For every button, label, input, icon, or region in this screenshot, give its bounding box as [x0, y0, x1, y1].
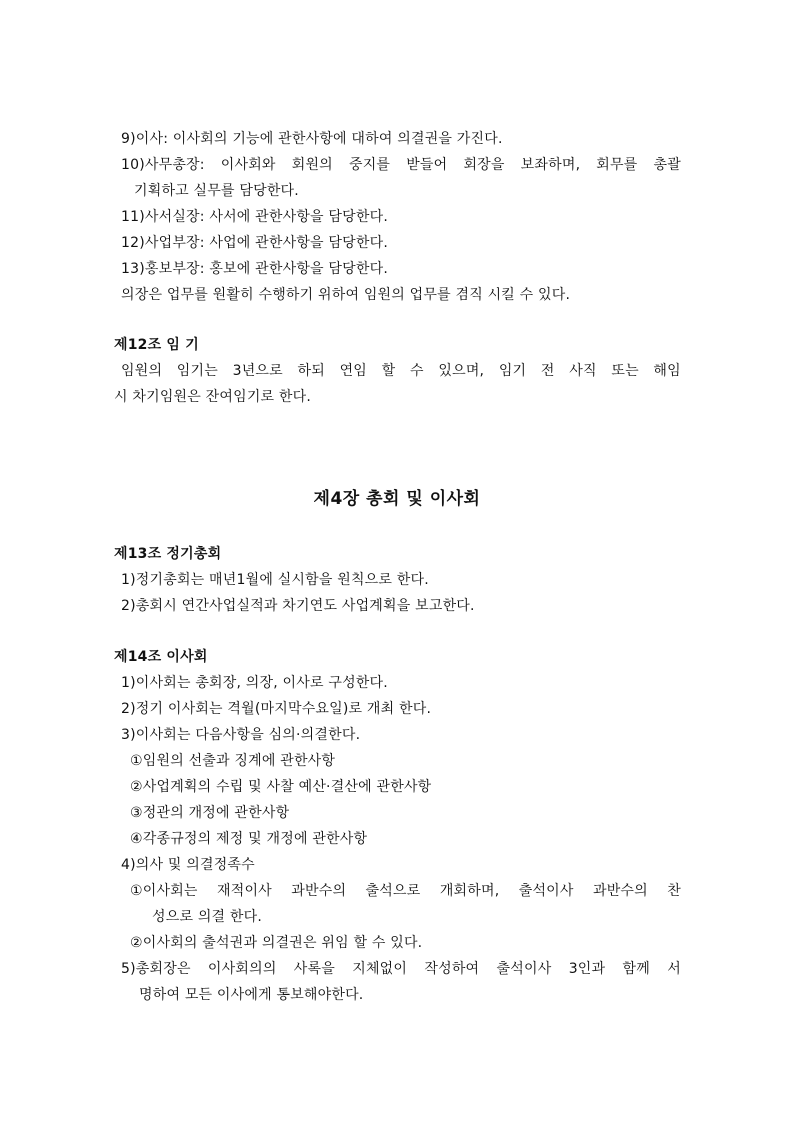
- item-11: 11)사서실장: 사서에 관한사항을 담당한다.: [121, 209, 388, 225]
- word: 있으며,: [438, 363, 485, 379]
- article-14-item-4: 4)의사 및 의결정족수: [121, 857, 255, 873]
- word: 사직: [569, 363, 597, 379]
- article-12-line1: [121, 362, 681, 380]
- chair-concurrent-note: 의장은 업무를 원활히 수행하기 위하여 임원의 업무를 겸직 시킬 수 있다.: [121, 287, 571, 303]
- article-14-item-4-sub-2: ②이사회의 출석권과 의결권은 위임 할 수 있다.: [130, 935, 423, 951]
- word: 회장을: [463, 157, 505, 173]
- word: 중지를: [348, 157, 391, 173]
- word: 과반수의: [291, 883, 347, 899]
- item-9: 9)이사: 이사회의 기능에 관한사항에 대하여 의결권을 가진다.: [121, 131, 503, 147]
- word: 5)총회장은: [121, 961, 191, 977]
- word: 과반수의: [592, 883, 648, 899]
- article-14-item-1: 1)이사회는 총회장, 의장, 이사로 구성한다.: [121, 675, 388, 691]
- word: 하되: [297, 363, 325, 379]
- article-14-heading: 제14조 이사회: [114, 649, 208, 665]
- article-14-item-5-line1: [121, 960, 681, 978]
- article-12-line2: 시 차기임원은 잔여임기로 한다.: [114, 389, 312, 405]
- word: 또는: [611, 363, 639, 379]
- word: 3인과: [568, 961, 606, 977]
- word: 10)사무총장:: [121, 157, 205, 173]
- word: 작성하여: [424, 961, 480, 977]
- word: 3년으로: [232, 363, 283, 379]
- article-13-heading: 제13조 정기총회: [114, 546, 222, 562]
- word: 해임: [653, 363, 681, 379]
- word: 이사회와: [220, 157, 276, 173]
- word: 재적이사: [217, 883, 272, 899]
- article-14-item-5-line2: 명하여 모든 이사에게 통보해야한다.: [139, 987, 364, 1003]
- item-10-line1: [121, 156, 681, 174]
- word: 함께: [622, 961, 650, 977]
- word: 출석이사: [518, 883, 574, 899]
- word: 할: [381, 363, 396, 379]
- word: 임원의: [121, 363, 163, 379]
- word: 출석이사: [496, 961, 552, 977]
- word: 총괄: [653, 157, 681, 173]
- word: 임기: [498, 363, 527, 379]
- word: 연임: [339, 363, 368, 379]
- word: 임기는: [176, 363, 218, 379]
- word: 보좌하며,: [520, 157, 581, 173]
- word: 회원의: [291, 157, 333, 173]
- word: 출석으로: [365, 883, 421, 899]
- item-10-line2: 기획하고 실무를 담당한다.: [134, 183, 299, 199]
- chapter-4-title: 제4장 총회 및 이사회: [313, 489, 481, 509]
- word: ①이사회는: [130, 883, 198, 899]
- word: 회무를: [596, 157, 638, 173]
- article-13-item-1: 1)정기총회는 매년1월에 실시함을 원칙으로 한다.: [121, 572, 429, 588]
- item-12: 12)사업부장: 사업에 관한사항을 담당한다.: [121, 235, 388, 251]
- word: 받들어: [406, 157, 448, 173]
- word: 개회하며,: [439, 883, 500, 899]
- article-14-item-4-sub-1-line1: [130, 882, 681, 900]
- word: 이사회의의: [207, 961, 277, 977]
- article-14-item-3-sub-3: ③정관의 개정에 관한사항: [130, 805, 290, 821]
- article-14-item-3-sub-4: ④각종규정의 제정 및 개정에 관한사항: [130, 831, 368, 847]
- article-12-heading: 제12조 임 기: [114, 337, 199, 353]
- word: 찬: [667, 883, 681, 899]
- word: 전: [540, 363, 555, 379]
- article-14-item-2: 2)정기 이사회는 격월(마지막수요일)로 개최 한다.: [121, 701, 432, 717]
- word: 수: [410, 363, 424, 379]
- word: 지체없이: [352, 961, 408, 977]
- article-13-item-2: 2)총회시 연간사업실적과 차기연도 사업계획을 보고한다.: [121, 598, 475, 614]
- word: 서: [667, 961, 681, 977]
- article-14-item-3-sub-1: ①임원의 선출과 징계에 관한사항: [130, 753, 336, 769]
- article-14-item-4-sub-1-line2: 성으로 의결 한다.: [152, 909, 263, 925]
- item-13: 13)홍보부장: 홍보에 관한사항을 담당한다.: [121, 261, 388, 277]
- article-14-item-3: 3)이사회는 다음사항을 심의·의결한다.: [121, 727, 361, 743]
- article-14-item-3-sub-2: ②사업계획의 수립 및 사찰 예산·결산에 관한사항: [130, 779, 432, 795]
- word: 사록을: [293, 961, 335, 977]
